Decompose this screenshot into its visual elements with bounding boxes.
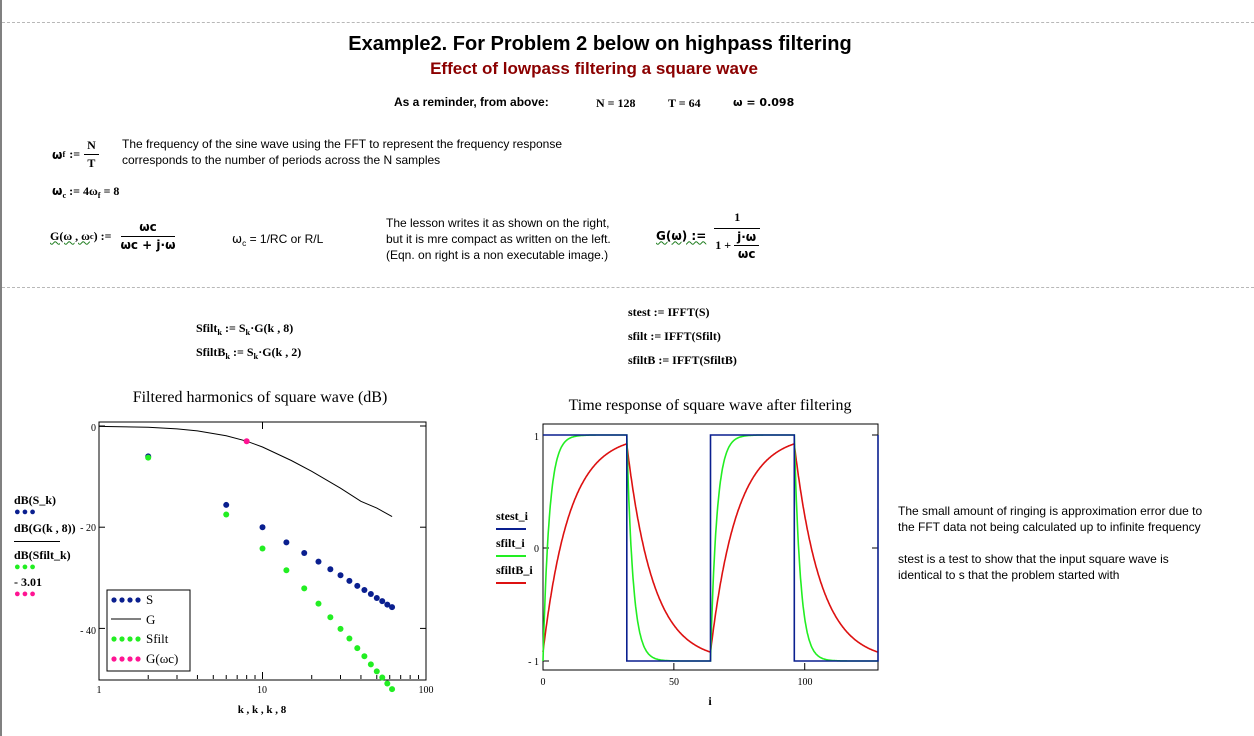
chart1-point-s xyxy=(346,578,352,584)
chart1-point-s xyxy=(338,572,344,578)
g-image-equation: G(ω) := 1 1 + $\frac{j\cdot\omega}{\omega c}$ xyxy=(656,210,762,261)
chart1-point-sfilt xyxy=(354,645,360,651)
legend-g-label: G xyxy=(146,612,156,627)
reminder-label[interactable]: As a reminder, from above: xyxy=(394,95,549,109)
chart2-marks xyxy=(543,435,878,661)
chart1-point-sfilt xyxy=(260,545,266,551)
chart1-point-sfilt xyxy=(145,455,151,461)
chart1-point-s xyxy=(374,595,380,601)
chart1-ylabel-g: dB(G(k , 8)) xyxy=(14,521,76,542)
t-value[interactable]: T = 64 xyxy=(668,96,701,110)
chart1-point-sfilt xyxy=(346,636,352,642)
chart1-point-sfilt xyxy=(315,601,321,607)
chart2-ylabel-sfiltb: sfiltB_i xyxy=(496,563,533,584)
chart2-xtick-0: 0 xyxy=(540,677,546,688)
harmonics-chart[interactable] xyxy=(80,389,433,716)
chart1-title: Filtered harmonics of square wave (dB) xyxy=(132,389,388,406)
stest-definition[interactable]: stest := IFFT(S) xyxy=(628,305,710,319)
n-value[interactable]: N = 128 xyxy=(596,96,636,110)
chart1-point-sfilt xyxy=(374,668,380,674)
chart1-ylabel-ref: - 3.01 ●●● xyxy=(14,575,42,600)
chart1-point-sfilt xyxy=(223,512,229,518)
chart1-point-s xyxy=(283,539,289,545)
chart1-point-s xyxy=(361,587,367,593)
chart2-ytick-0: 0 xyxy=(534,544,539,555)
chart1-xtick-100: 100 xyxy=(418,685,434,696)
chart1-legend xyxy=(107,590,190,671)
chart1-point-s xyxy=(354,583,360,589)
chart2-ylabel-sfilt: sfilt_i xyxy=(496,536,526,557)
ringing-note[interactable]: The small amount of ringing is approximation error due to the FFT data not being calculated up to infinite frequency xyxy=(898,504,1203,534)
chart1-point-sfilt xyxy=(301,585,307,591)
page-subtitle[interactable]: Effect of lowpass filtering a square wave xyxy=(430,59,758,78)
sfilt-ifft-definition[interactable]: sfilt := IFFT(Sfilt) xyxy=(628,329,721,343)
wf-definition[interactable]: ω f := $\frac{N}{T}$ xyxy=(52,138,99,171)
chart2-xtick-50: 50 xyxy=(669,677,679,688)
chart1-ytick-0: 0 xyxy=(91,423,96,434)
lesson-note[interactable]: The lesson writes it as shown on the right, but it is mre compact as written on the left. (Eqn. on right is a non executable image.) xyxy=(386,216,611,262)
chart1-point-sfilt xyxy=(338,626,344,632)
chart1-point-s xyxy=(368,591,374,597)
chart1-point-sfilt xyxy=(361,653,367,659)
sfiltb-definition[interactable]: SfiltB$_k$ := $S_k\cdot G(k$ , 2) xyxy=(196,345,302,361)
chart2-xtick-100: 100 xyxy=(797,677,813,688)
legend-gwc-label: G(ωc) xyxy=(146,651,179,666)
chart1-point-sfilt xyxy=(368,661,374,667)
chart1-ylabel-s: dB(S_k) ●●● xyxy=(14,493,57,518)
chart1-point-sfilt xyxy=(327,614,333,620)
wc-rc-note[interactable]: $\omega_c = 1/RC$ or R/L xyxy=(232,232,324,248)
legend-sfilt-label: Sfilt xyxy=(146,631,169,646)
chart1-point-s xyxy=(223,502,229,508)
stest-note[interactable]: stest is a test to show that the input square wave is identical to s that the problem started with xyxy=(898,552,1169,582)
chart1-point-s xyxy=(315,559,321,565)
chart1-ytick-40: - 40 xyxy=(80,626,96,637)
chart1-point-s xyxy=(379,598,385,604)
chart1-ytick-20: - 20 xyxy=(80,523,96,534)
chart2-ytick-m1: - 1 xyxy=(528,657,539,668)
chart1-point-sfilt xyxy=(379,674,385,680)
sfilt-definition[interactable]: Sfilt$_k$ := $S_k\cdot G(k$ , 8) xyxy=(196,321,294,337)
chart1-point-sfilt xyxy=(283,567,289,573)
g-definition[interactable]: G(ω , ω c ) := $\frac{\omega c}{\omega c + j\cdot\omega}$ xyxy=(50,220,176,252)
chart2-xlabel: i xyxy=(708,694,712,708)
wc-definition[interactable]: $\omega_c$ := $4\omega_f = 8$ xyxy=(52,184,120,200)
chart1-point-s xyxy=(327,566,333,572)
legend-s-label: S xyxy=(146,592,154,607)
chart1-point-sfilt xyxy=(384,681,390,687)
chart2-title: Time response of square wave after filtering xyxy=(568,397,852,414)
chart1-ylabel-sfilt: dB(Sfilt_k) ●●● xyxy=(14,548,71,573)
omega-value[interactable]: ω = 0.098 xyxy=(733,96,795,109)
chart1-xtick-1: 1 xyxy=(96,685,102,696)
chart2-ytick-1: 1 xyxy=(534,432,539,443)
sfiltb-ifft-definition[interactable]: sfiltB := IFFT(SfiltB) xyxy=(628,353,737,367)
chart1-xtick-10: 10 xyxy=(257,685,267,696)
chart1-point-s xyxy=(389,604,395,610)
chart2-line-stest xyxy=(543,435,878,661)
chart1-point-gc xyxy=(244,438,250,444)
chart1-point-sfilt xyxy=(389,686,395,692)
chart2-ylabel-stest: stest_i xyxy=(496,509,528,530)
chart1-point-s xyxy=(260,524,266,530)
chart1-xlabel: k , k , k , 8 xyxy=(237,704,287,716)
time-response-chart[interactable] xyxy=(528,397,878,708)
wf-note[interactable]: The frequency of the sine wave using the FFT to represent the frequency response corresponds to the number of periods across the N samples xyxy=(122,137,563,167)
chart1-point-s xyxy=(301,550,307,556)
page-title[interactable]: Example2. For Problem 2 below on highpass filtering xyxy=(348,33,852,55)
